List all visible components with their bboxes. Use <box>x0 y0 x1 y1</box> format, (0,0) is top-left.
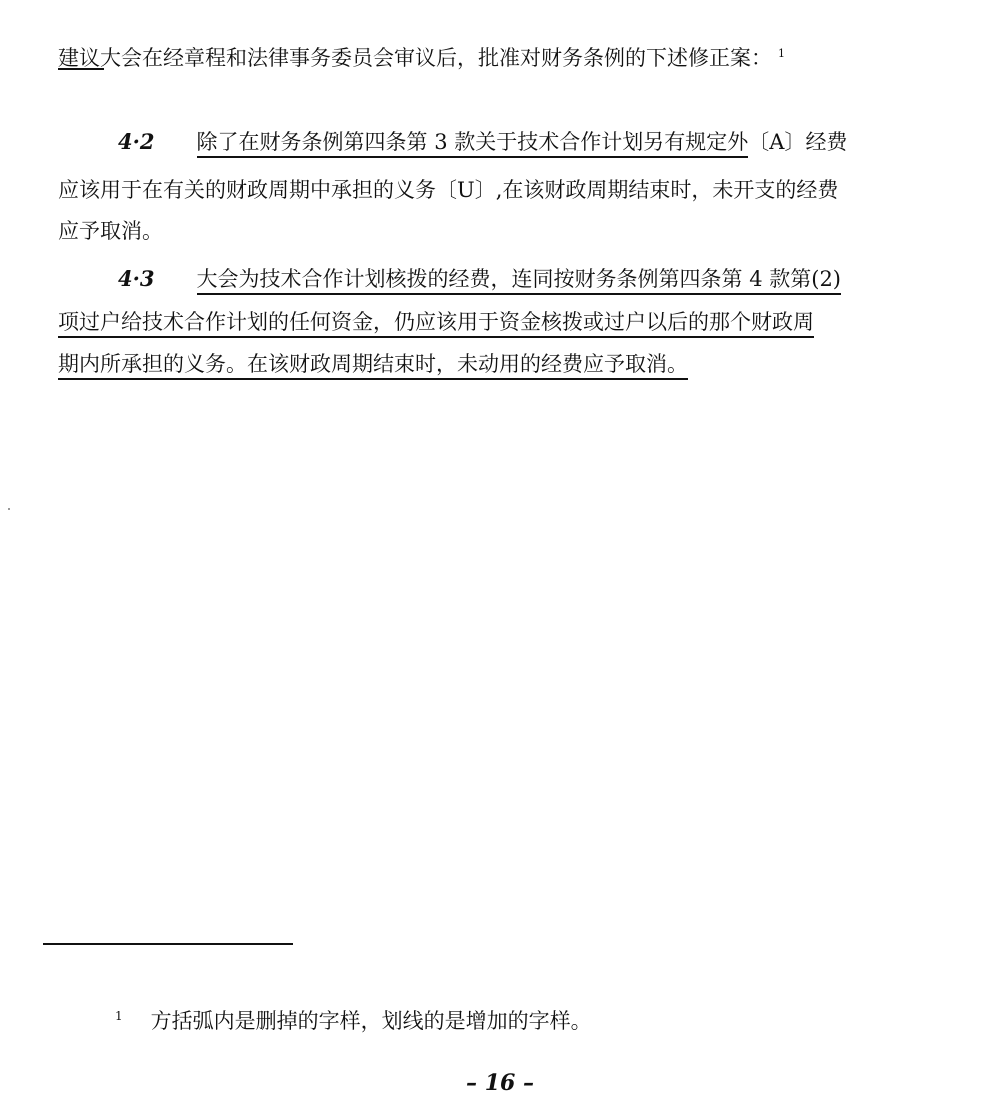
footnote-reference: 1 <box>778 47 785 60</box>
intro-underline-mark <box>58 68 104 70</box>
intro-paragraph <box>58 40 938 72</box>
footnote-separator <box>43 943 293 945</box>
footnote-mark: 1 <box>115 1009 123 1023</box>
para-4-3-line-1-text: 大会为技术合作计划核拨的经费，连同按财务条例第四条第 4 款第(2) <box>197 267 841 295</box>
para-4-2-line-3 <box>58 217 163 245</box>
para-4-2-number: 4·2 <box>118 129 155 154</box>
footnote-text: 方括弧内是删掉的字样，划线的是增加的字样。 <box>150 1009 592 1033</box>
para-4-3-line-2 <box>58 308 814 336</box>
para-4-2-deleted-u: 〔U〕 <box>436 178 496 202</box>
para-4-2-line-1 <box>118 128 847 156</box>
scan-speck <box>8 508 10 510</box>
para-4-3-line-3-text: 期内所承担的义务。在该财政周期结束时，未动用的经费应予取消。 <box>58 352 688 380</box>
para-4-2-line-2-b: ,在该财政周期结束时，未开支的经费 <box>495 178 839 202</box>
para-4-2-line-3-text: 应予取消。 <box>58 219 163 243</box>
para-4-3-line-2-text: 项过户给技术合作计划的任何资金，仍应该用于资金核拨或过户以后的那个财政周 <box>58 310 814 338</box>
para-4-2-deleted-a: 〔A〕 <box>748 130 806 154</box>
para-4-3-line-1 <box>118 265 841 293</box>
intro-text: 建议大会在经章程和法律事务委员会审议后，批准对财务条例的下述修正案： <box>58 46 772 70</box>
para-4-2-line-1-tail: 经费 <box>805 130 848 154</box>
footnote <box>115 1002 592 1035</box>
para-4-3-line-3 <box>58 350 688 378</box>
para-4-3-number: 4·3 <box>118 266 155 291</box>
para-4-2-added-text: 除了在财务条例第四条第 3 款关于技术合作计划另有规定外 <box>197 130 749 158</box>
para-4-2-line-2 <box>58 176 838 204</box>
para-4-2-line-2-a: 应该用于在有关的财政周期中承担的义务 <box>58 178 436 202</box>
page-number: – 16 – <box>466 1070 534 1096</box>
